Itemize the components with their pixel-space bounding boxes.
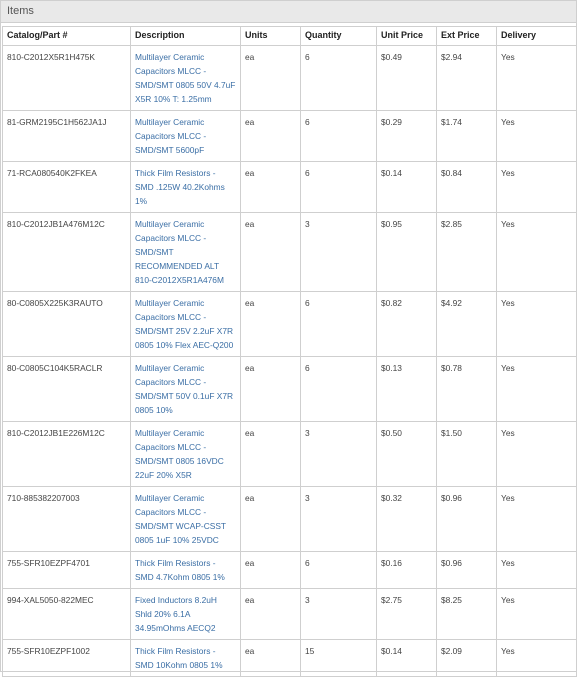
table-row [3,357,577,422]
ext-price-cell: $8.25 [437,589,497,640]
description-link[interactable]: Multilayer Ceramic Capacitors MLCC - SMD/SMT 5600pF [135,117,207,155]
unit-price-cell: $0.29 [377,111,437,162]
description-cell [131,162,241,213]
quantity-cell: 3 [301,422,377,487]
table-row [3,162,577,213]
delivery-cell: Yes [497,422,577,487]
unit-price-cell: $0.16 [377,552,437,589]
delivery-cell: Yes [497,487,577,552]
table-row [3,292,577,357]
units-cell: ea [241,640,301,677]
table-row [3,213,577,292]
description-cell [131,487,241,552]
quantity-cell: 6 [301,162,377,213]
quantity-cell: 6 [301,292,377,357]
units-cell: ea [241,589,301,640]
col-header-quantity: Quantity [301,27,377,46]
quantity-cell: 6 [301,552,377,589]
delivery-cell: Yes [497,640,577,677]
description-link[interactable]: Multilayer Ceramic Capacitors MLCC - SMD/SMT RECOMMENDED ALT 810-C2012X5R1A476M [135,219,224,285]
units-cell: ea [241,46,301,111]
table-row [3,487,577,552]
quantity-cell: 6 [301,357,377,422]
units-cell: ea [241,422,301,487]
description-link[interactable]: Multilayer Ceramic Capacitors MLCC - SMD/SMT WCAP-CSST 0805 1uF 10% 25VDC [135,493,226,545]
unit-price-cell: $0.49 [377,46,437,111]
delivery-cell: Yes [497,111,577,162]
description-link[interactable]: Fixed Inductors 8.2uH Shld 20% 6.1A 34.95mOhms AECQ2 [135,595,217,633]
unit-price-cell: $0.14 [377,640,437,677]
table-row [3,46,577,111]
units-cell: ea [241,213,301,292]
catalog-part-cell: 80-C0805X225K3RAUTO [3,292,131,357]
delivery-cell: Yes [497,46,577,111]
ext-price-cell: $1.50 [437,422,497,487]
delivery-cell: Yes [497,162,577,213]
quantity-cell: 3 [301,487,377,552]
unit-price-cell: $0.50 [377,422,437,487]
col-header-ext-price: Ext Price [437,27,497,46]
delivery-cell: Yes [497,589,577,640]
catalog-part-cell: 755-SFR10EZPF4701 [3,552,131,589]
description-cell [131,552,241,589]
description-cell [131,422,241,487]
units-cell: ea [241,357,301,422]
table-row [3,111,577,162]
quantity-cell: 3 [301,213,377,292]
ext-price-cell: $0.84 [437,162,497,213]
description-link[interactable]: Multilayer Ceramic Capacitors MLCC - SMD/SMT 50V 0.1uF X7R 0805 10% [135,363,234,415]
unit-price-cell: $0.13 [377,357,437,422]
col-header-units: Units [241,27,301,46]
description-link[interactable]: Multilayer Ceramic Capacitors MLCC - SMD/SMT 25V 2.2uF X7R 0805 10% Flex AEC-Q200 [135,298,234,350]
ext-price-cell: $0.96 [437,487,497,552]
description-link[interactable]: Thick Film Resistors - SMD .125W 40.2Kohms 1% [135,168,225,206]
ext-price-cell: $2.85 [437,213,497,292]
description-cell [131,357,241,422]
ext-price-cell: $1.74 [437,111,497,162]
units-cell: ea [241,552,301,589]
col-header-unit-price: Unit Price [377,27,437,46]
catalog-part-cell: 81-GRM2195C1H562JA1J [3,111,131,162]
table-row [3,640,577,677]
units-cell: ea [241,487,301,552]
delivery-cell: Yes [497,292,577,357]
catalog-part-cell: 810-C2012X5R1H475K [3,46,131,111]
catalog-part-cell: 80-C0805C104K5RACLR [3,357,131,422]
items-table [2,26,577,677]
unit-price-cell: $0.14 [377,162,437,213]
col-header-description: Description [131,27,241,46]
units-cell: ea [241,292,301,357]
description-link[interactable]: Thick Film Resistors - SMD 4.7Kohm 0805 1% [135,558,225,582]
units-cell: ea [241,111,301,162]
quantity-cell: 6 [301,46,377,111]
ext-price-cell: $2.09 [437,640,497,677]
table-row [3,422,577,487]
description-link[interactable]: Multilayer Ceramic Capacitors MLCC - SMD/SMT 0805 50V 4.7uF X5R 10% T: 1.25mm [135,52,236,104]
quantity-cell: 15 [301,640,377,677]
description-cell [131,292,241,357]
catalog-part-cell: 810-C2012JB1E226M12C [3,422,131,487]
header-row [3,27,577,46]
unit-price-cell: $0.95 [377,213,437,292]
delivery-cell: Yes [497,357,577,422]
ext-price-cell: $4.92 [437,292,497,357]
description-cell [131,213,241,292]
quantity-cell: 3 [301,589,377,640]
ext-price-cell: $2.94 [437,46,497,111]
col-header-delivery: Delivery [497,27,577,46]
description-link[interactable]: Thick Film Resistors - SMD 10Kohm 0805 1% [135,646,223,670]
ext-price-cell: $0.96 [437,552,497,589]
catalog-part-cell: 71-RCA080540K2FKEA [3,162,131,213]
table-row [3,589,577,640]
ext-price-cell: $0.78 [437,357,497,422]
unit-price-cell: $2.75 [377,589,437,640]
description-link[interactable]: Multilayer Ceramic Capacitors MLCC - SMD/SMT 0805 16VDC 22uF 20% X5R [135,428,224,480]
description-cell [131,46,241,111]
catalog-part-cell: 994-XAL5050-822MEC [3,589,131,640]
catalog-part-cell: 810-C2012JB1A476M12C [3,213,131,292]
catalog-part-cell: 710-885382207003 [3,487,131,552]
unit-price-cell: $0.82 [377,292,437,357]
items-section-header: Items [1,1,576,23]
table-row [3,552,577,589]
description-cell [131,640,241,677]
delivery-cell: Yes [497,213,577,292]
description-cell [131,111,241,162]
description-cell [131,589,241,640]
units-cell: ea [241,162,301,213]
catalog-part-cell: 755-SFR10EZPF1002 [3,640,131,677]
col-header-catalog-part: Catalog/Part # [3,27,131,46]
quantity-cell: 6 [301,111,377,162]
delivery-cell: Yes [497,552,577,589]
unit-price-cell: $0.32 [377,487,437,552]
